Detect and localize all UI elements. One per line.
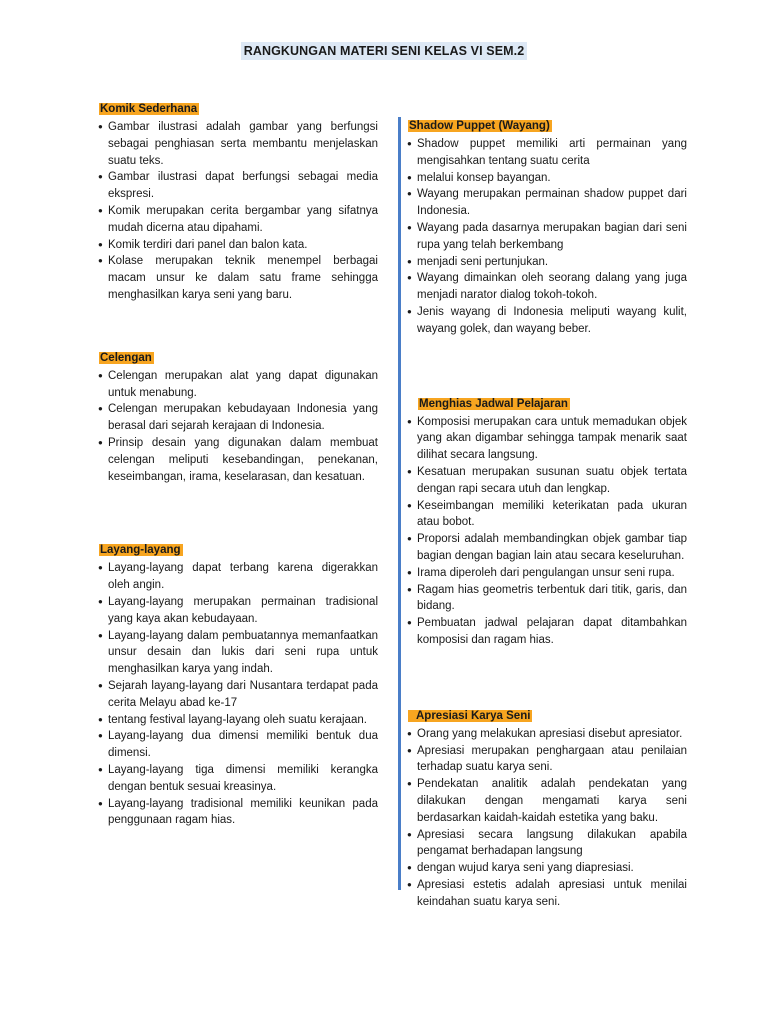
list-item: ● Layang-layang dua dimensi memiliki bentuk dua dimensi. xyxy=(99,728,378,762)
list-item: ● Gambar ilustrasi adalah gambar yang berfungsi sebagai penghiasan serta membantu menjelaskan suatu teks. xyxy=(99,119,378,169)
list-item: ● Sejarah layang-layang dari Nusantara terdapat pada cerita Melayu abad ke-17 xyxy=(99,678,378,712)
section-heading-text: Menghias Jadwal Pelajaran xyxy=(419,397,568,410)
list-item: ● Jenis wayang di Indonesia meliputi wayang kulit, wayang golek, dan wayang beber. xyxy=(408,304,687,338)
section-heading-text: Shadow Puppet (Wayang) xyxy=(409,120,550,132)
section-heading-text: Celengan xyxy=(100,351,152,364)
list-item: ● Layang-layang tradisional memiliki keunikan pada penggunaan ragam hias. xyxy=(99,796,378,830)
list-item: ● Wayang merupakan permainan shadow puppet dari Indonesia. xyxy=(408,186,687,220)
list-item: ● Celengan merupakan alat yang dapat digunakan untuk menabung. xyxy=(99,368,378,402)
section-heading xyxy=(408,709,687,724)
section-heading-text: Komik Sederhana xyxy=(100,103,198,115)
list-item: ● Pembuatan jadwal pelajaran dapat ditambahkan komposisi dan ragam hias. xyxy=(408,615,687,649)
list-item: ● Layang-layang tiga dimensi memiliki kerangka dengan bentuk sesuai kreasinya. xyxy=(99,762,378,796)
column-divider xyxy=(398,117,401,890)
section-heading xyxy=(99,543,378,558)
section-heading xyxy=(408,119,687,134)
page-title xyxy=(0,44,768,58)
section-shadow-puppet xyxy=(408,119,687,338)
list-item: ● Komik merupakan cerita bergambar yang sifatnya mudah dicerna atau dipahami. xyxy=(99,203,378,237)
list-item: ● Komik terdiri dari panel dan balon kata. xyxy=(99,237,378,254)
list-item: ● Prinsip desain yang digunakan dalam membuat celengan meliputi kesebandingan, penekanan, keseimbangan, irama, keselarasan, dan kesatuan. xyxy=(99,435,378,485)
section-komik-sederhana xyxy=(99,102,378,304)
list-item: ● Komposisi merupakan cara untuk memadukan objek yang akan digambar sehingga tampak menarik saat dilihat secara langsung. xyxy=(408,414,687,464)
list-item: ● Apresiasi merupakan penghargaan atau penilaian terhadap suatu karya seni. xyxy=(408,743,687,777)
section-heading-text: Layang-layang xyxy=(100,544,181,557)
list-item: ● Shadow puppet memiliki arti permainan yang mengisahkan tentang suatu cerita xyxy=(408,136,687,170)
bullet-list xyxy=(408,136,687,338)
left-column xyxy=(99,102,378,863)
list-item: ● Orang yang melakukan apresiasi disebut apresiator. xyxy=(408,726,687,743)
section-apresiasi xyxy=(408,709,687,911)
section-menghias-jadwal xyxy=(408,397,687,649)
bullet-list xyxy=(99,368,378,486)
section-heading xyxy=(99,351,378,366)
list-item: ● Apresiasi estetis adalah apresiasi untuk menilai keindahan suatu karya seni. xyxy=(408,877,687,911)
list-item: ● Irama diperoleh dari pengulangan unsur seni rupa. xyxy=(408,565,687,582)
bullet-list xyxy=(408,726,687,911)
list-item: ● Pendekatan analitik adalah pendekatan yang dilakukan dengan mengamati karya seni berdasarkan kaidah-kaidah estetika yang baku. xyxy=(408,776,687,826)
list-item: ● dengan wujud karya seni yang diapresiasi. xyxy=(408,860,687,877)
page-title-text: RANGKUNGAN MATERI SENI KELAS VI SEM.2 xyxy=(241,42,528,60)
list-item: ● Layang-layang dapat terbang karena digerakkan oleh angin. xyxy=(99,560,378,594)
list-item: ● Ragam hias geometris terbentuk dari titik, garis, dan bidang. xyxy=(408,582,687,616)
bullet-list xyxy=(99,119,378,304)
list-item: ● Kolase merupakan teknik menempel berbagai macam unsur ke dalam satu frame sehingga menghasilkan karya seni yang baru. xyxy=(99,253,378,303)
section-layang-layang xyxy=(99,543,378,829)
bullet-list xyxy=(99,560,378,829)
section-heading xyxy=(99,102,378,117)
bullet-list xyxy=(408,414,687,649)
list-item: ● Wayang dimainkan oleh seorang dalang yang juga menjadi narator dialog tokoh-tokoh. xyxy=(408,270,687,304)
list-item: ● Keseimbangan memiliki keterikatan pada ukuran atau bobot. xyxy=(408,498,687,532)
list-item: ● Wayang pada dasarnya merupakan bagian dari seni rupa yang telah berkembang xyxy=(408,220,687,254)
list-item: ● Kesatuan merupakan susunan suatu objek tertata dengan rapi secara utuh dan lengkap. xyxy=(408,464,687,498)
list-item: ● Layang-layang dalam pembuatannya memanfaatkan unsur desain dan lukis dari seni rupa untuk menghasilkan karya yang indah. xyxy=(99,628,378,678)
list-item: ● Layang-layang merupakan permainan tradisional yang kaya akan kebudayaan. xyxy=(99,594,378,628)
right-column xyxy=(408,119,687,944)
list-item: ● Celengan merupakan kebudayaan Indonesia yang berasal dari sejarah kerajaan di Indonesia. xyxy=(99,401,378,435)
list-item: ● Proporsi adalah membandingkan objek gambar tiap bagian dengan bagian lain atau secara keseluruhan. xyxy=(408,531,687,565)
section-heading xyxy=(408,397,687,412)
list-item: ● menjadi seni pertunjukan. xyxy=(408,254,687,271)
list-item: ● Gambar ilustrasi dapat berfungsi sebagai media ekspresi. xyxy=(99,169,378,203)
list-item: ● Apresiasi secara langsung dilakukan apabila pengamat berhadapan langsung xyxy=(408,827,687,861)
list-item: ● melalui konsep bayangan. xyxy=(408,170,687,187)
section-celengan xyxy=(99,351,378,486)
section-heading-text: Apresiasi Karya Seni xyxy=(408,710,532,722)
list-item: ● tentang festival layang-layang oleh suatu kerajaan. xyxy=(99,712,378,729)
